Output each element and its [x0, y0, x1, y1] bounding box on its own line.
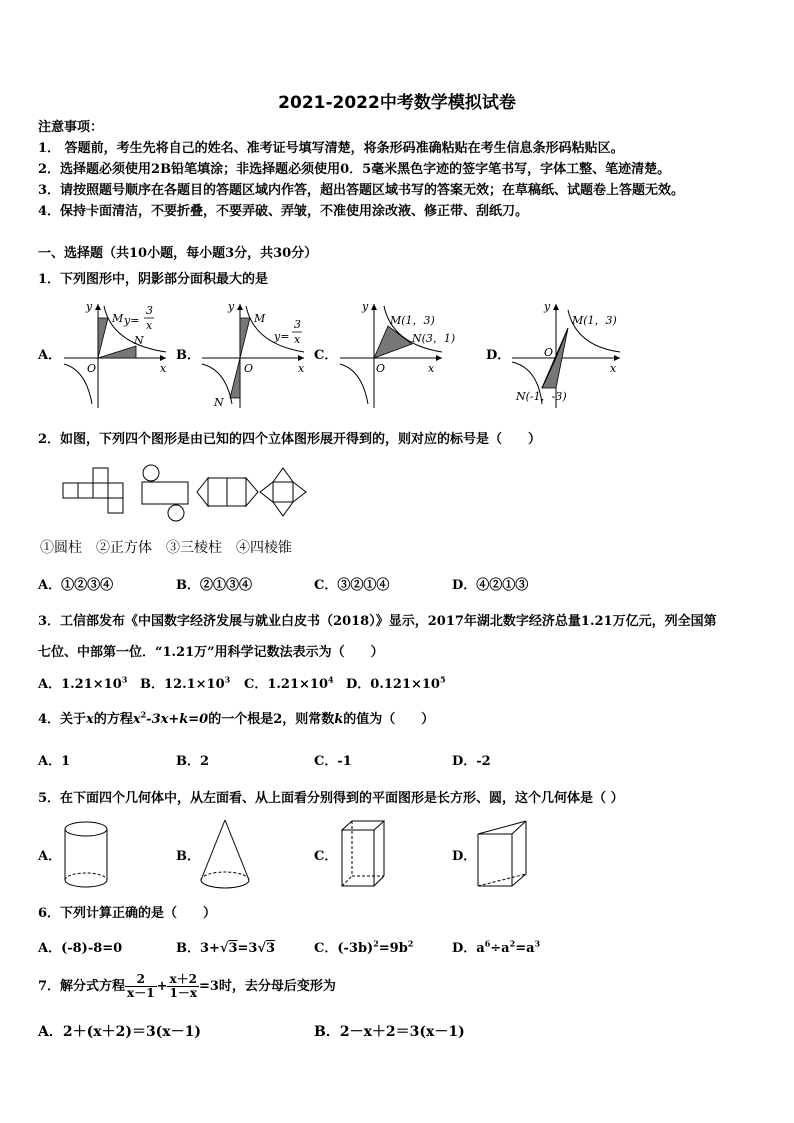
origin-label: O [376, 362, 386, 375]
option-a: A．$1.21\times 10^3$ [38, 674, 128, 692]
option-b-label: B． [176, 849, 200, 864]
x-axis-label: x [428, 362, 435, 375]
notes-heading: 注意事项： [38, 120, 104, 135]
option-a: A．①②③④ [38, 578, 114, 593]
y-axis-label: y [362, 300, 369, 313]
option-c: C．$1.21\times 10^4$ [244, 674, 334, 692]
question-2-stem: 2．如图，下列四个图形是由已知的四个立体图形展开得到的，则对应的标号是（ ） [38, 432, 542, 447]
option-d-label: D． [452, 849, 477, 864]
origin-label: O [87, 362, 97, 375]
graph-a [62, 300, 170, 410]
option-c-label: C． [314, 348, 338, 363]
cone-figure [198, 818, 252, 894]
y-axis-label: y [86, 300, 93, 313]
option-c: C．-1 [314, 754, 352, 769]
question-7-stem: 7．解分式方程 $\frac{2}{x-1}$ + $\frac{x+2}{1-x}$ =3时，去分母后变形为 [38, 972, 336, 1000]
net-cube [62, 466, 124, 514]
option-d: D．$a^6\div a^2=a^3$ [452, 938, 541, 956]
equation-label: y= [124, 314, 140, 327]
option-b: B．2－x＋2＝3(x－1) [314, 1024, 465, 1040]
y-axis-label: y [544, 300, 551, 313]
note-item: 3．请按照题号顺序在各题目的答题区域内作答，超出答题区域书写的答案无效；在草稿纸、试题卷上答题无效。 [38, 183, 685, 198]
point-m-label: M [254, 312, 266, 325]
option-a: A．1 [38, 754, 71, 769]
x-axis-label: x [610, 362, 617, 375]
question-1-stem: 1．下列图形中，阴影部分面积最大的是 [38, 272, 269, 287]
option-a: A．(-8)-8=0 [38, 941, 123, 956]
question-3-line-1: 3．工信部发布《中国数字经济发展与就业白皮书（2018）》显示，2017年湖北数字经济总量1.21万亿元，列全国第 [38, 614, 717, 629]
note-item: 4．保持卡面清洁，不要折叠，不要弄破、弄皱，不准使用涂改液、修正带、刮纸刀。 [38, 204, 529, 219]
option-c: C．③②①④ [314, 578, 390, 593]
solids-list: ①圆柱 ②正方体 ③三棱柱 ④四棱锥 [40, 540, 292, 556]
point-m-label: M [112, 312, 124, 325]
triangular-prism-figure [474, 818, 530, 890]
section-heading: 一、选择题（共10小题，每小题3分，共30分） [38, 246, 318, 261]
equation-denominator: x [146, 319, 153, 332]
net-triangular-prism [196, 476, 260, 510]
option-c: C．$(-3b)^2=9b^2$ [314, 938, 414, 956]
equation-label: y= [274, 330, 290, 343]
graph-c [338, 300, 468, 410]
equation-denominator: x [294, 333, 301, 346]
question-5-stem: 5．在下面四个几何体中，从左面看、从上面看分别得到的平面图形是长方形、圆，这个几何体是（ ） [38, 791, 624, 806]
y-axis-label: y [228, 300, 235, 313]
net-cylinder [140, 464, 190, 522]
point-n-coordinate: N(3，1) [412, 332, 456, 345]
cylinder-figure [62, 820, 110, 890]
option-b: B．②①③④ [176, 578, 252, 593]
question-3-line-2: 七位、中部第一位．“1.21万”用科学记数法表示为（ ） [38, 645, 384, 660]
option-d: D．④②①③ [452, 578, 529, 593]
question-6-stem: 6．下列计算正确的是（ ） [38, 906, 217, 921]
graph-b [200, 300, 308, 410]
point-n-label: N [134, 334, 144, 347]
option-d: D．-2 [452, 754, 491, 769]
point-m-coordinate: M(1，3) [572, 314, 617, 327]
option-c-label: C． [314, 849, 338, 864]
option-b: B．$12.1\times 10^3$ [140, 674, 231, 692]
note-item: 2．选择题必须使用2B铅笔填涂；非选择题必须使用0．5毫米黑色字迹的签字笔书写，字体工整、笔迹清楚。 [38, 162, 671, 177]
option-b: B．2 [176, 754, 210, 769]
point-n-label: N [214, 396, 224, 409]
graph-d [510, 300, 630, 410]
page-title: 2021-2022中考数学模拟试卷 [278, 93, 516, 113]
rectangular-prism-figure [338, 818, 386, 890]
equation-numerator: 3 [294, 318, 301, 331]
point-n-coordinate: N(-1，-3) [516, 390, 567, 403]
option-a: A．2＋(x＋2)＝3(x－1) [38, 1024, 202, 1040]
x-axis-label: x [298, 362, 305, 375]
option-a-label: A． [38, 849, 62, 864]
net-square-pyramid [258, 466, 308, 518]
option-d-label: D． [486, 348, 511, 363]
x-axis-label: x [160, 362, 167, 375]
question-4-stem: 4．关于x的方程$x^2-3x+k=0$的一个根是2，则常数k的值为（ ） [38, 709, 435, 727]
equation-numerator: 3 [146, 304, 153, 317]
option-a-label: A． [38, 348, 62, 363]
origin-label: O [544, 346, 554, 359]
option-b-label: B． [176, 348, 200, 363]
point-m-coordinate: M(1，3) [390, 314, 435, 327]
origin-label: O [244, 362, 254, 375]
option-b: B．3+√3=3√3 [176, 941, 276, 956]
note-item: 1． 答题前，考生先将自己的姓名、准考证号填写清楚，将条形码准确粘贴在考生信息条形码粘贴区。 [38, 141, 624, 156]
option-d: D．$0.121\times 10^5$ [346, 674, 446, 692]
